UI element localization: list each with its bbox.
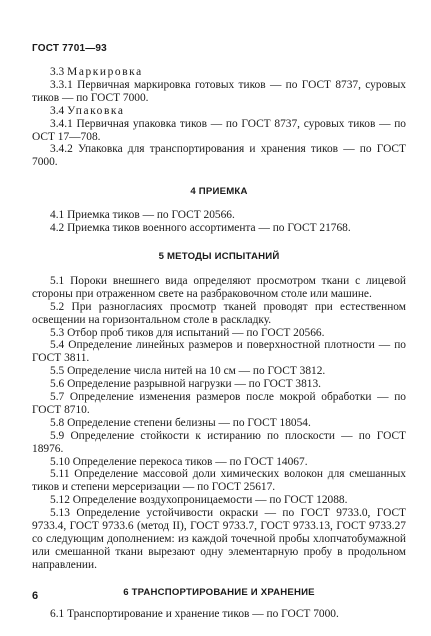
section-6-heading: 6 ТРАНСПОРТИРОВАНИЕ И ХРАНЕНИЕ: [123, 586, 315, 598]
clause-5-12: 5.12 Определение воздухопроницаемости — по ГОСТ 12088.: [50, 494, 348, 507]
clause-3-3-number: 3.3: [50, 66, 68, 78]
section-4-heading: 4 ПРИЕМКА: [190, 186, 248, 198]
clause-5-9: 5.9 Определение стойкости к истиранию по плоскости — по ГОСТ 18976.: [32, 429, 406, 455]
clause-5-11: 5.11 Определение массовой доли химических волокон для смешанных тиков и степени мерсеризации — по ГОСТ 25617.: [32, 468, 406, 494]
clause-6-1: 6.1 Транспортирование и хранение тиков — по ГОСТ 7000.: [50, 607, 339, 620]
clause-5-1: 5.1 Пороки внешнего вида определяют просмотром ткани с лицевой стороны при отраженном свете на разбраковочном столе или машине.: [32, 274, 406, 300]
clause-3-4-number: 3.4: [50, 104, 68, 117]
clause-3-4-title: Упаковка: [67, 104, 125, 117]
clause-3-4-2: 3.4.2 Упаковка для транспортирования и хранения тиков — по ГОСТ 7000.: [32, 143, 406, 169]
clause-5-4: 5.4 Определение линейных размеров и поверхностной плотности — по ГОСТ 3811.: [32, 339, 406, 365]
clause-5-6: 5.6 Определение разрывной нагрузки — по ГОСТ 3813.: [50, 378, 322, 391]
clause-5-13: 5.13 Определение устойчивости окраски — по ГОСТ 9733.0, ГОСТ 9733.4, ГОСТ 9733.6 (метод II), ГОСТ 9733.7, ГОСТ 9733.13, ГОСТ 9733.27 со следующим дополнением: из каждой точечной пробы хлопчатобумажной или смешанной ткани вырезают одну элементарную пробу в продольном направлении.: [32, 507, 406, 571]
clause-5-10: 5.10 Определение перекоса тиков — по ГОСТ 14067.: [50, 455, 308, 468]
clause-5-2: 5.2 При разногласиях просмотр тканей проводят при естественном освещении на горизонтальном столе в раскладку.: [32, 300, 406, 326]
clause-5-8: 5.8 Определение степени белизны — по ГОСТ 18054.: [50, 416, 311, 429]
page-number: 6: [32, 590, 39, 602]
clause-4-1: 4.1 Приемка тиков — по ГОСТ 20566.: [50, 209, 235, 222]
clause-5-3: 5.3 Отбор проб тиков для испытаний — по ГОСТ 20566.: [50, 326, 325, 339]
clause-3-3-1: 3.3.1 Первичная маркировка готовых тиков — по ГОСТ 8737, суровых тиков — по ГОСТ 7000.: [32, 78, 406, 104]
clause-3-3: [32, 66, 406, 79]
section-5-heading: 5 МЕТОДЫ ИСПЫТАНИЙ: [158, 250, 280, 262]
clause-4-2: 4.2 Приемка тиков военного ассортимента — по ГОСТ 21768.: [50, 222, 351, 235]
clause-3-4-1: 3.4.1 Первичная упаковка тиков — по ГОСТ 8737, суровых тиков — по ОСТ 17—708.: [32, 117, 406, 143]
clause-3-4: [32, 105, 406, 118]
clause-5-7: 5.7 Определение изменения размеров после мокрой обработки — по ГОСТ 8710.: [32, 391, 406, 416]
clause-3-3-title: Маркировка: [67, 66, 143, 78]
clause-5-5: 5.5 Определение числа нитей на 10 см — по ГОСТ 3812.: [50, 365, 326, 378]
page-content: [32, 66, 406, 621]
page-header: ГОСТ 7701—93: [32, 43, 107, 54]
